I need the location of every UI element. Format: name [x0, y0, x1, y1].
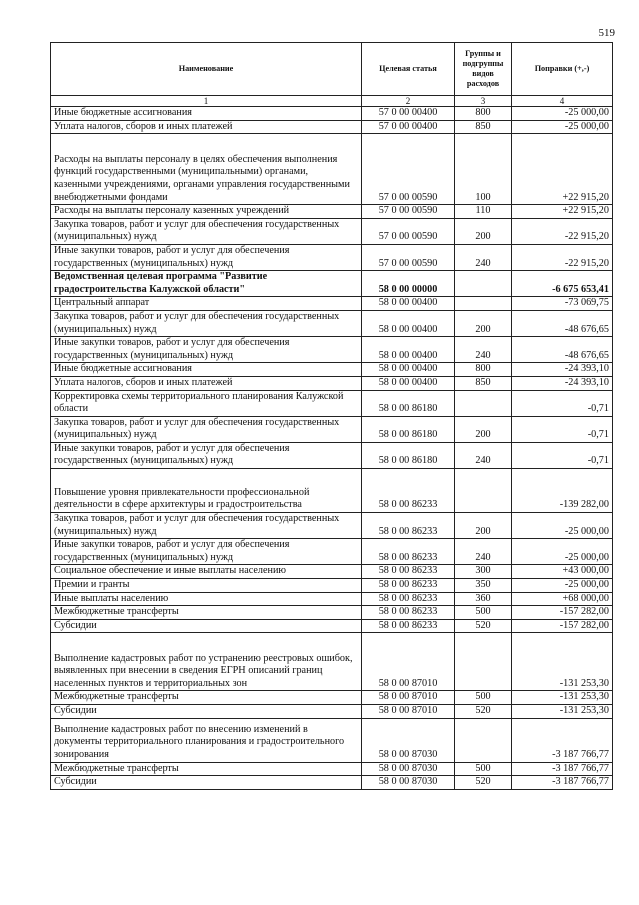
row-target: 58 0 00 86233 — [362, 592, 455, 606]
row-group: 500 — [455, 691, 512, 705]
row-name: Закупка товаров, работ и услуг для обеспечения государственных (муниципальных) нужд — [51, 513, 362, 539]
row-group: 500 — [455, 762, 512, 776]
row-target: 58 0 00 86180 — [362, 416, 455, 442]
table-row — [51, 310, 613, 336]
header-row — [51, 43, 613, 96]
row-target: 58 0 00 86233 — [362, 565, 455, 579]
row-amount: -3 187 766,77 — [512, 762, 613, 776]
row-name: Корректировка схемы территориального планирования Калужской области — [51, 390, 362, 416]
row-target: 58 0 00 87010 — [362, 705, 455, 719]
table-row — [51, 120, 613, 134]
row-target: 58 0 00 86233 — [362, 513, 455, 539]
row-amount: +22 915,20 — [512, 134, 613, 205]
row-name: Закупка товаров, работ и услуг для обеспечения государственных (муниципальных) нужд — [51, 416, 362, 442]
row-name: Расходы на выплаты персоналу казенных учреждений — [51, 205, 362, 219]
row-target: 57 0 00 00590 — [362, 205, 455, 219]
row-name: Уплата налогов, сборов и иных платежей — [51, 120, 362, 134]
row-target: 58 0 00 86233 — [362, 606, 455, 620]
row-amount: -139 282,00 — [512, 469, 613, 513]
row-group: 200 — [455, 513, 512, 539]
table-row — [51, 107, 613, 121]
row-target: 57 0 00 00590 — [362, 134, 455, 205]
row-group: 520 — [455, 619, 512, 633]
row-target: 58 0 00 86180 — [362, 390, 455, 416]
row-amount: -3 187 766,77 — [512, 776, 613, 790]
row-name: Расходы на выплаты персоналу в целях обеспечения выполнения функций государственными (муниципальными) органами, казенными учреждениями, органами управления государственными внебюджетными фондами — [51, 134, 362, 205]
row-name: Закупка товаров, работ и услуг для обеспечения государственных (муниципальных) нужд — [51, 218, 362, 244]
row-amount: -25 000,00 — [512, 107, 613, 121]
row-amount: +22 915,20 — [512, 205, 613, 219]
row-amount: -0,71 — [512, 442, 613, 468]
row-name: Иные закупки товаров, работ и услуг для обеспечения государственных (муниципальных) нужд — [51, 442, 362, 468]
row-amount: -131 253,30 — [512, 691, 613, 705]
table-row — [51, 718, 613, 762]
row-name: Уплата налогов, сборов и иных платежей — [51, 376, 362, 390]
table-row — [51, 565, 613, 579]
row-name: Закупка товаров, работ и услуг для обеспечения государственных (муниципальных) нужд — [51, 310, 362, 336]
row-group: 240 — [455, 539, 512, 565]
row-amount: -131 253,30 — [512, 633, 613, 691]
column-number: 2 — [362, 96, 455, 107]
table-row — [51, 218, 613, 244]
row-group: 200 — [455, 218, 512, 244]
column-number: 3 — [455, 96, 512, 107]
table-row — [51, 513, 613, 539]
budget-table — [50, 42, 613, 790]
row-amount: -131 253,30 — [512, 705, 613, 719]
row-amount: -6 675 653,41 — [512, 271, 613, 297]
row-name: Иные бюджетные ассигнования — [51, 363, 362, 377]
row-target: 58 0 00 86180 — [362, 442, 455, 468]
row-group: 240 — [455, 337, 512, 363]
row-amount: -0,71 — [512, 390, 613, 416]
row-group: 350 — [455, 579, 512, 593]
row-amount: -3 187 766,77 — [512, 718, 613, 762]
row-name: Иные выплаты населению — [51, 592, 362, 606]
row-name: Иные закупки товаров, работ и услуг для обеспечения государственных (муниципальных) нужд — [51, 244, 362, 270]
row-name: Иные закупки товаров, работ и услуг для обеспечения государственных (муниципальных) нужд — [51, 539, 362, 565]
row-target: 57 0 00 00400 — [362, 120, 455, 134]
column-number: 1 — [51, 96, 362, 107]
row-name: Субсидии — [51, 619, 362, 633]
row-group: 850 — [455, 376, 512, 390]
header-amendment: Поправки (+,-) — [512, 43, 613, 96]
row-amount: -157 282,00 — [512, 606, 613, 620]
table-row — [51, 776, 613, 790]
row-group: 800 — [455, 363, 512, 377]
column-number-row — [51, 96, 613, 107]
row-target: 58 0 00 00400 — [362, 363, 455, 377]
row-amount: -25 000,00 — [512, 579, 613, 593]
row-amount: -73 069,75 — [512, 297, 613, 311]
table-row — [51, 705, 613, 719]
row-group: 240 — [455, 244, 512, 270]
row-group: 200 — [455, 310, 512, 336]
table-row — [51, 376, 613, 390]
row-group: 110 — [455, 205, 512, 219]
row-amount: -48 676,65 — [512, 337, 613, 363]
row-target: 58 0 00 00400 — [362, 376, 455, 390]
table-row — [51, 271, 613, 297]
row-target: 57 0 00 00590 — [362, 244, 455, 270]
row-amount: -0,71 — [512, 416, 613, 442]
row-group: 100 — [455, 134, 512, 205]
row-target: 58 0 00 87010 — [362, 633, 455, 691]
row-group — [455, 469, 512, 513]
row-name: Межбюджетные трансферты — [51, 691, 362, 705]
row-group: 240 — [455, 442, 512, 468]
row-group: 200 — [455, 416, 512, 442]
row-group — [455, 390, 512, 416]
row-target: 58 0 00 86233 — [362, 579, 455, 593]
row-amount: -48 676,65 — [512, 310, 613, 336]
table-row — [51, 442, 613, 468]
page-number: 519 — [598, 27, 615, 39]
row-amount: -25 000,00 — [512, 513, 613, 539]
row-name: Иные бюджетные ассигнования — [51, 107, 362, 121]
row-group: 360 — [455, 592, 512, 606]
table-row — [51, 592, 613, 606]
header-group: Группы и подгруппы видов расходов — [455, 43, 512, 96]
row-target: 58 0 00 86233 — [362, 469, 455, 513]
row-target: 58 0 00 87030 — [362, 776, 455, 790]
row-name: Субсидии — [51, 705, 362, 719]
row-target: 58 0 00 00400 — [362, 297, 455, 311]
row-name: Ведомственная целевая программа "Развитие градостроительства Калужской области" — [51, 271, 362, 297]
row-name: Межбюджетные трансферты — [51, 762, 362, 776]
row-group — [455, 633, 512, 691]
table-row — [51, 762, 613, 776]
row-group — [455, 297, 512, 311]
table-row — [51, 619, 613, 633]
row-name: Социальное обеспечение и иные выплаты населению — [51, 565, 362, 579]
row-amount: -157 282,00 — [512, 619, 613, 633]
header-target: Целевая статья — [362, 43, 455, 96]
table-row — [51, 691, 613, 705]
row-target: 58 0 00 86233 — [362, 619, 455, 633]
table-row — [51, 205, 613, 219]
row-amount: -22 915,20 — [512, 218, 613, 244]
row-name: Субсидии — [51, 776, 362, 790]
table-row — [51, 244, 613, 270]
column-number: 4 — [512, 96, 613, 107]
table-row — [51, 606, 613, 620]
row-amount: -24 393,10 — [512, 363, 613, 377]
table-row — [51, 297, 613, 311]
row-target: 58 0 00 00400 — [362, 310, 455, 336]
row-name: Выполнение кадастровых работ по внесению изменений в документы территориального планирования и градостроительного зонирования — [51, 718, 362, 762]
table-row — [51, 416, 613, 442]
table-row — [51, 363, 613, 377]
row-target: 58 0 00 87030 — [362, 718, 455, 762]
table-row — [51, 390, 613, 416]
row-group: 800 — [455, 107, 512, 121]
header-name: Наименование — [51, 43, 362, 96]
row-target: 58 0 00 87030 — [362, 762, 455, 776]
row-amount: -25 000,00 — [512, 539, 613, 565]
table-row — [51, 337, 613, 363]
row-group: 520 — [455, 776, 512, 790]
row-target: 58 0 00 86233 — [362, 539, 455, 565]
row-amount: +68 000,00 — [512, 592, 613, 606]
row-group: 300 — [455, 565, 512, 579]
row-amount: -22 915,20 — [512, 244, 613, 270]
table-row — [51, 579, 613, 593]
row-target: 58 0 00 00400 — [362, 337, 455, 363]
row-amount: -24 393,10 — [512, 376, 613, 390]
table-row — [51, 469, 613, 513]
row-group — [455, 718, 512, 762]
row-name: Повышение уровня привлекательности профессиональной деятельности в сфере архитектуры и градостроительства — [51, 469, 362, 513]
row-group: 520 — [455, 705, 512, 719]
row-amount: +43 000,00 — [512, 565, 613, 579]
row-target: 57 0 00 00590 — [362, 218, 455, 244]
row-group — [455, 271, 512, 297]
table-row — [51, 134, 613, 205]
row-name: Выполнение кадастровых работ по устранению реестровых ошибок, выявленных при внесении в сведения ЕГРН описаний границ населенных пунктов и территориальных зон — [51, 633, 362, 691]
row-group: 850 — [455, 120, 512, 134]
row-target: 57 0 00 00400 — [362, 107, 455, 121]
table-row — [51, 633, 613, 691]
row-name: Иные закупки товаров, работ и услуг для обеспечения государственных (муниципальных) нужд — [51, 337, 362, 363]
row-name: Межбюджетные трансферты — [51, 606, 362, 620]
row-name: Премии и гранты — [51, 579, 362, 593]
row-name: Центральный аппарат — [51, 297, 362, 311]
row-group: 500 — [455, 606, 512, 620]
table-row — [51, 539, 613, 565]
row-target: 58 0 00 87010 — [362, 691, 455, 705]
row-amount: -25 000,00 — [512, 120, 613, 134]
row-target: 58 0 00 00000 — [362, 271, 455, 297]
